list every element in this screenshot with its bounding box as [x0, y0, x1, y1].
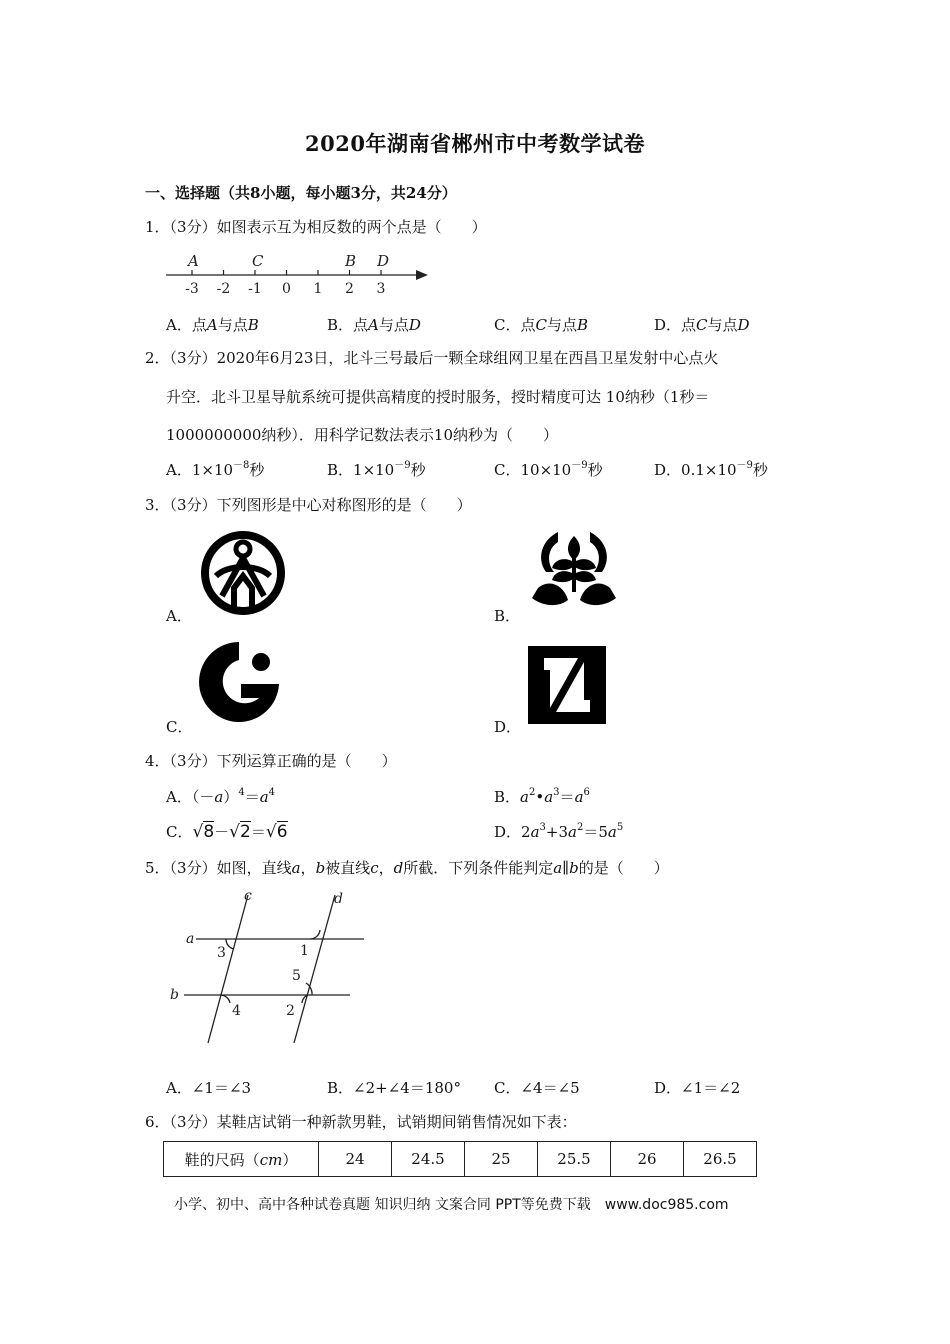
- label-c: c: [244, 888, 252, 904]
- tick-label: 2: [345, 281, 354, 297]
- angle-label-1: 1: [300, 943, 309, 959]
- question-5-stem: 5．（3分）如图，直线a，b被直线c，d所截．下列条件能判定a∥b的是（ ）: [145, 859, 669, 877]
- point-label-c: C: [252, 252, 264, 270]
- symbol-figure-d: [528, 646, 606, 724]
- q2-option-a: A．$1\times 10^{-8}$秒: [166, 460, 265, 479]
- point-label-d: D: [377, 252, 390, 270]
- number-line-figure: [166, 250, 436, 300]
- angle-label-5: 5: [292, 968, 301, 984]
- q5-option-b: B．∠2+∠4＝180°: [327, 1079, 461, 1097]
- q4-option-a: A．$(-a)^4=a^4$: [166, 787, 276, 806]
- q5-option-d: D．∠1＝∠2: [654, 1079, 741, 1097]
- angle-arc-4: [220, 995, 230, 1003]
- question-1-stem: 1．（3分）如图表示互为相反数的两个点是（ ）: [145, 218, 487, 236]
- q1-option-b: B．点A与点D: [327, 316, 421, 334]
- label-a: a: [186, 931, 195, 947]
- q5-option-c: C．∠4＝∠5: [494, 1079, 580, 1097]
- parallel-lines-figure: [166, 885, 371, 1050]
- q4-option-b: B．$a^2•a^3=a^6$: [494, 787, 590, 806]
- question-2-line-3: 1000000000纳秒）．用科学记数法表示10纳秒为（ ）: [166, 426, 559, 444]
- question-6-stem: 6．（3分）某鞋店试销一种新款男鞋，试销期间销售情况如下表：: [145, 1113, 577, 1131]
- table-cell: 25: [465, 1142, 538, 1177]
- q1-option-a: A．点A与点B: [166, 316, 259, 334]
- table-row: [164, 1142, 757, 1177]
- q5-option-a: A．∠1＝∠3: [166, 1079, 252, 1097]
- table-cell: 26: [611, 1142, 684, 1177]
- tick-label: 3: [376, 281, 386, 297]
- tick-label: -2: [216, 281, 231, 297]
- q2-option-d: D．$0.1\times 10^{-9}$秒: [654, 460, 768, 479]
- question-2-line-1: 2．（3分）2020年6月23日，北斗三号最后一颗全球组网卫星在西昌卫星发射中心点火: [145, 349, 719, 367]
- angle-label-3: 3: [217, 945, 226, 961]
- tick-label: 0: [282, 281, 291, 297]
- table-header-cell: 鞋的尺码（cm）: [164, 1142, 319, 1177]
- table-cell: 24: [319, 1142, 392, 1177]
- symbol-figure-c: [197, 640, 281, 724]
- page-footer: 小学、初中、高中各种试卷真题 知识归纳 文案合同 PPT等免费下载 www.doc985.com: [174, 1197, 729, 1213]
- page-title: 2020年湖南省郴州市中考数学试卷: [305, 131, 645, 156]
- q1-option-d: D．点C与点D: [654, 316, 750, 334]
- symbol-figure-b: [528, 528, 620, 616]
- q4-option-c: C．√8－√2＝√6: [166, 822, 288, 842]
- angle-arc-3: [226, 939, 234, 949]
- question-4-stem: 4．（3分）下列运算正确的是（ ）: [145, 752, 397, 770]
- angle-label-2: 2: [286, 1003, 295, 1019]
- angle-label-4: 4: [232, 1003, 241, 1019]
- q2-option-b: B．$1\times 10^{-9}$秒: [327, 460, 426, 479]
- angle-arc-1: [310, 930, 320, 939]
- label-d: d: [334, 891, 343, 907]
- tick-label: 1: [313, 281, 323, 297]
- tick-label: -3: [185, 281, 199, 297]
- symbol-figure-a: [198, 528, 288, 618]
- line-c: [208, 895, 248, 1043]
- q3-option-d-label: D．: [494, 718, 522, 736]
- q4-option-d: D．$2a^3+3a^2=5a^5$: [494, 822, 624, 841]
- section-heading: 一、选择题（共8小题，每小题3分，共24分）: [145, 184, 457, 202]
- tick-label: -1: [248, 281, 262, 297]
- q3-option-b-label: B．: [494, 607, 521, 625]
- table-cell: 24.5: [392, 1142, 465, 1177]
- number-line-ticks: [185, 270, 385, 297]
- q1-option-c: C．点C与点B: [494, 316, 589, 334]
- number-line-arrow: [416, 270, 428, 280]
- table-cell: 26.5: [684, 1142, 757, 1177]
- question-2-line-2: 升空．北斗卫星导航系统可提供高精度的授时服务，授时精度可达 10纳秒（1秒＝: [166, 388, 710, 406]
- label-b: b: [170, 987, 179, 1003]
- q3-option-c-label: C．: [166, 718, 193, 736]
- table-cell: 25.5: [538, 1142, 611, 1177]
- question-3-stem: 3．（3分）下列图形是中心对称图形的是（ ）: [145, 496, 472, 514]
- q3-option-a-label: A．: [166, 607, 192, 625]
- point-label-b: B: [345, 252, 357, 270]
- q2-option-c: C．$10\times 10^{-9}$秒: [494, 460, 603, 479]
- shoe-size-table: [163, 1141, 757, 1177]
- point-label-a: A: [188, 252, 199, 270]
